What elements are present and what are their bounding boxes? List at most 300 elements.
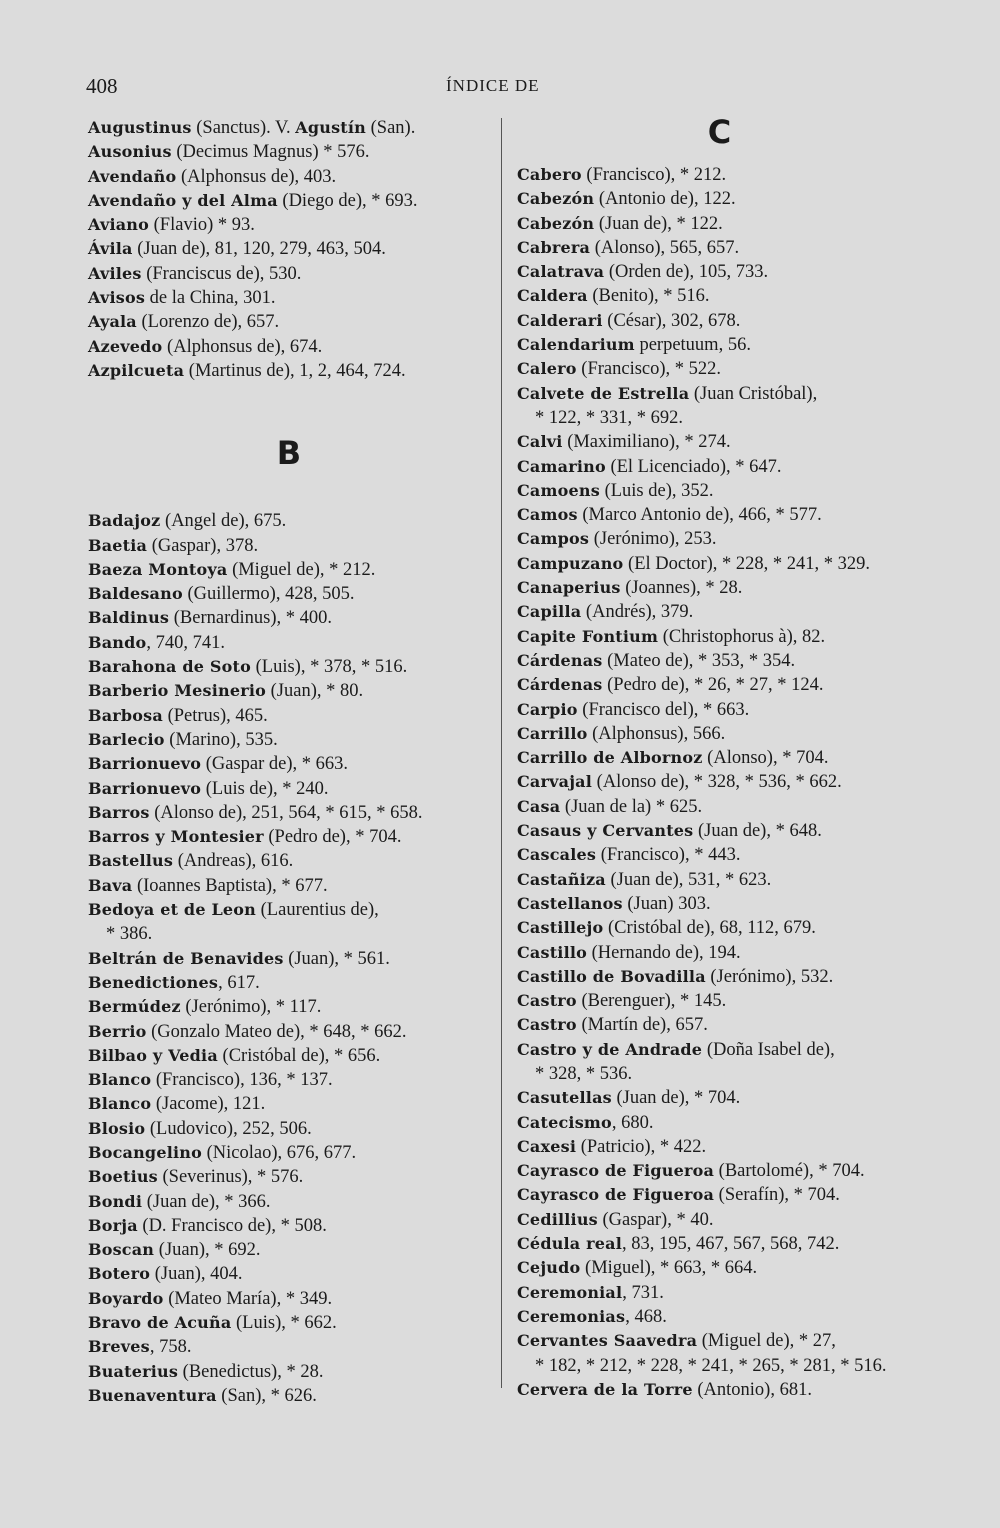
entry-detail: (Miguel), * 663, * 664. [580,1258,758,1279]
entry-headword: Bastellus [88,851,174,871]
entry-headword: Baldinus [88,608,170,628]
entry-headword: Borja [88,1215,138,1235]
entry-detail: (Marino), 535. [164,729,278,750]
index-entry [517,1111,922,1135]
index-entry [88,1117,490,1141]
index-entry [517,1135,922,1159]
entry-headword: Berrio [88,1021,147,1041]
index-entry [517,722,922,746]
index-entry [88,335,490,359]
entry-headword: Castillejo [517,918,604,938]
index-entry [88,1384,490,1408]
entry-detail: (Patricio), * 422. [576,1136,707,1157]
index-entry [88,1165,490,1189]
entry-headword: Cárdenas [517,650,603,670]
index-entry [88,971,490,995]
entry-detail: (San), * 626. [216,1385,317,1406]
index-entry [88,286,490,310]
entry-detail: (Hernando de), 194. [587,942,741,963]
entry-headword: Blosio [88,1118,146,1138]
entry-headword: Carrillo [517,723,588,743]
entry-detail: (Berenguer), * 145. [576,991,727,1012]
running-title: ÍNDICE DE [446,76,540,95]
index-entry [88,1068,490,1092]
entry-headword: Calatrava [517,262,605,282]
index-entry [517,309,922,333]
index-entry [517,1159,922,1183]
index-entry [517,163,922,187]
index-entry [517,284,922,308]
index-entry [517,333,922,357]
entry-headword: Camos [517,505,578,525]
entry-detail: (Bernardinus), * 400. [169,608,332,629]
entry-detail: (Decimus Magnus) * 576. [171,142,370,163]
index-entry [517,868,922,892]
entry-detail: (Benedictus), * 28. [178,1361,324,1382]
entry-headword: Caldera [517,286,588,306]
index-entry [88,1044,490,1068]
entry-detail: (Alphonsus de), 674. [162,336,323,357]
entry-headword: Cabezón [517,213,595,233]
entry-headword: Bocangelino [88,1142,202,1162]
entry-headword: Cedillius [517,1209,598,1229]
entry-headword: Cabero [517,165,582,184]
entry-detail: (Laurentius de), [256,900,379,921]
entry-detail: (Sanctus). V. [191,118,296,138]
index-entry [88,558,490,582]
index-entry [88,947,490,971]
entry-detail: (Alonso de), 251, 564, * 615, * 658. [149,802,423,823]
entry-detail: (Francisco), 136, * 137. [151,1070,333,1091]
index-entry [517,357,922,381]
entry-headword: Cayrasco de Figueroa [517,1185,715,1205]
entry-detail: (Alonso de), * 328, * 536, * 662. [592,772,842,793]
entry-detail: (Ioannes Baptista), * 677. [132,875,328,896]
entry-headword: Buaterius [88,1361,179,1381]
entry-headword: Cayrasco de Figueroa [517,1161,715,1181]
entry-continuation: * 328, * 536. [535,1063,633,1084]
entry-detail: (Mateo de), * 353, * 354. [602,650,796,671]
entry-headword: Campos [517,529,590,549]
right-column [517,113,922,1402]
entry-detail: (Juan), * 561. [283,948,390,969]
entry-headword: Casaus y Cervantes [517,821,694,841]
entry-detail: (Angel de), 675. [160,511,287,532]
entry-headword: Ceremonial [517,1282,623,1302]
index-entry [517,576,922,600]
index-entry [88,801,490,825]
entry-headword: Blanco [88,1070,152,1090]
index-entry [88,728,490,752]
entry-detail: (Andreas), 616. [173,851,294,872]
page-number: 408 [86,74,118,98]
entry-headword: Augustinus [88,118,192,137]
index-entry [88,116,490,140]
entry-headword: Castillo [517,942,588,962]
entry-headword: Cervera de la Torre [517,1379,693,1399]
entry-detail: (Martín de), 657. [576,1015,708,1036]
entry-headword: Badajoz [88,511,161,531]
entry-detail: (Pedro de), * 26, * 27, * 124. [602,675,824,696]
entry-detail: (Jerónimo), * 117. [180,997,322,1018]
index-entry [88,1214,490,1238]
index-entry [88,752,490,776]
entry-detail: (Benito), * 516. [587,286,710,307]
index-entry [517,552,922,576]
index-entry [517,698,922,722]
entry-headword: Cabrera [517,237,591,257]
index-entry [517,1086,922,1110]
index-entry [88,237,490,261]
index-entry [88,655,490,679]
entry-headword: Barrionuevo [88,754,202,774]
index-entry [88,777,490,801]
entry-headword: Bava [88,875,133,895]
entry-headword: Boscan [88,1240,155,1260]
entry-detail: (Juan de), 531, * 623. [605,869,772,890]
index-entry [88,582,490,606]
entry-detail: , 83, 195, 467, 567, 568, 742. [622,1234,840,1255]
entry-detail: (Serafín), * 704. [714,1185,840,1206]
entry-detail: (Luis de), 352. [599,480,714,501]
entry-headword: Avendaño y del Alma [88,190,278,210]
entry-detail: (Francisco), * 212. [581,165,727,185]
entry-headword: Barros y Montesier [88,827,264,847]
entry-headword: Bravo de Acuña [88,1313,232,1333]
index-entry [88,359,490,383]
entry-detail: de la China, 301. [145,288,276,309]
index-entry [88,534,490,558]
entry-headword: Ceremonias [517,1306,626,1326]
index-entry [517,600,922,624]
index-entry [517,649,922,673]
entry-detail: (Andrés), 379. [581,602,694,623]
entry-headword: Boyardo [88,1288,164,1308]
entry-detail: , 731. [622,1282,664,1303]
entry-headword: Castro [517,991,577,1011]
index-entry [88,898,490,947]
entry-detail: (Jerónimo), 532. [705,966,834,987]
entry-headword: Cédula real [517,1234,623,1254]
entry-headword: Caxesi [517,1136,577,1156]
entry-headword: Catecismo [517,1112,612,1132]
entry-headword: Calvete de Estrella [517,383,690,403]
entry-detail: (Maximiliano), * 274. [562,432,731,453]
entry-detail: (Juan de), 81, 120, 279, 463, 504. [132,239,386,260]
index-entry [517,965,922,989]
entry-headword: Ávila [88,239,133,259]
entry-detail: (Luis de), * 240. [201,778,329,799]
entry-detail: (Bartolomé), * 704. [714,1161,865,1182]
index-entry [88,310,490,334]
entry-headword-secondary: Agustín [295,118,367,137]
entry-detail: (Juan Cristóbal), [689,383,818,404]
section-letter-b: B [276,434,302,473]
entry-detail: (Luis), * 378, * 516. [251,657,408,678]
entry-headword: Castellanos [517,893,623,913]
index-entry [517,1256,922,1280]
entry-detail: (Severinus), * 576. [157,1167,304,1188]
section-letter-c: C [707,113,732,151]
index-entry [517,479,922,503]
index-entry [517,770,922,794]
entry-headword: Casa [517,796,561,816]
entry-headword: Avendaño [88,166,177,186]
entry-detail: (Luis), * 662. [231,1313,337,1334]
entry-headword: Carpio [517,699,578,719]
entry-headword: Cárdenas [517,675,603,695]
index-entry [517,795,922,819]
index-entry [517,1378,922,1402]
index-entry [517,989,922,1013]
entries-c [517,163,922,1402]
entry-headword: Capilla [517,602,582,622]
entry-headword: Castillo de Bovadilla [517,966,706,986]
entry-detail: (Alphonsus), 566. [587,723,726,744]
entry-detail: (Juan) 303. [622,893,711,914]
entry-detail: (Francisco), * 522. [576,359,722,380]
index-entry [88,213,490,237]
entry-detail: (Miguel de), * 212. [227,559,376,580]
entry-headword: Bando [88,632,147,652]
entry-headword: Bedoya et de Leon [88,900,257,920]
entry-headword: Castro y de Andrade [517,1039,703,1059]
entry-detail: (D. Francisco de), * 508. [137,1215,327,1236]
entry-detail: (Juan de), * 122. [594,213,723,234]
index-entry [517,916,922,940]
entry-detail: (Juan), * 80. [266,681,364,702]
entry-detail: (Francisco del), * 663. [577,699,750,720]
index-entry [517,1038,922,1087]
entry-detail: (Lorenzo de), 657. [136,312,280,333]
entry-detail: (Mateo María), * 349. [163,1288,333,1309]
index-entry [517,1208,922,1232]
entry-continuation: * 386. [106,924,153,945]
index-entry [88,189,490,213]
entry-headword: Aviles [88,263,142,283]
index-entry [517,819,922,843]
entry-detail: (Juan de), * 704. [611,1088,741,1109]
entry-headword: Bilbao y Vedia [88,1045,218,1065]
entry-detail-secondary: (San). [366,118,416,138]
index-entry [88,1020,490,1044]
entry-headword: Benedictiones [88,972,219,992]
entry-headword: Castañiza [517,869,606,889]
entry-headword: Canaperius [517,578,621,598]
entry-headword: Azpilcueta [88,360,185,380]
entry-headword: Barlecio [88,729,165,749]
entry-headword: Buenaventura [88,1385,217,1405]
entry-headword: Calendarium [517,335,635,355]
entry-headword: Bondi [88,1191,143,1211]
entry-headword: Boetius [88,1167,158,1187]
index-entry [517,843,922,867]
entry-headword: Blanco [88,1094,152,1114]
index-entry [517,1281,922,1305]
index-entry [88,165,490,189]
index-entry [88,1360,490,1384]
entry-headword: Baldesano [88,584,183,604]
index-entry [88,1190,490,1214]
entry-detail: (Joannes), * 28. [620,578,743,599]
entry-detail: , 680. [611,1112,654,1133]
entry-detail: (Alphonsus de), 403. [176,166,337,187]
index-entry [88,1335,490,1359]
index-entry [517,1232,922,1256]
entry-detail: perpetuum, 56. [634,335,751,356]
entry-detail: (Diego de), * 693. [277,190,418,211]
entry-detail: (Juan de), * 648. [693,821,822,842]
entry-detail: (Jerónimo), 253. [589,529,717,550]
entry-detail: , 468. [625,1306,667,1327]
entry-detail: (El Licenciado), * 647. [605,456,782,477]
index-entry [517,527,922,551]
entry-detail: (Alonso), * 704. [702,748,829,769]
entry-detail: , 617. [218,972,260,993]
index-entry [517,941,922,965]
index-entry [517,1305,922,1329]
entry-detail: (Juan), 404. [150,1264,243,1285]
index-entry [517,625,922,649]
column-divider [501,118,502,1388]
entry-detail: (Cristóbal de), 68, 112, 679. [603,918,816,939]
entry-detail: (Flavio) * 93. [149,215,255,236]
entry-detail: (Francisco), * 443. [596,845,741,866]
entry-headword: Calderari [517,310,603,330]
index-entry [517,260,922,284]
entry-detail: (Doña Isabel de), [702,1039,835,1060]
entry-headword: Carvajal [517,772,593,792]
index-entry [517,1013,922,1037]
entry-detail: (Antonio de), 122. [594,189,736,210]
index-entry [517,673,922,697]
index-entry [88,631,490,655]
entry-detail: (Gaspar de), * 663. [201,754,349,775]
index-entry [88,679,490,703]
entry-detail: (Antonio), 681. [692,1379,812,1400]
index-entry [88,995,490,1019]
entry-detail: (Jacome), 121. [151,1094,266,1115]
index-entry [517,187,922,211]
index-entry [88,606,490,630]
entry-detail: (Juan), * 692. [154,1240,261,1261]
index-entry [517,503,922,527]
entry-detail: (Gaspar), * 40. [597,1209,714,1230]
entry-detail: (Alonso), 565, 657. [590,237,740,258]
entries-b [88,509,490,1408]
index-entry [517,382,922,431]
entry-headword: Botero [88,1264,151,1284]
entry-detail: (Christophorus à), 82. [658,626,826,647]
entry-headword: Bermúdez [88,997,181,1017]
entry-detail: (Marco Antonio de), 466, * 577. [577,505,822,526]
entry-detail: , 758. [149,1337,192,1358]
index-entry [517,746,922,770]
entry-headword: Camoens [517,480,600,500]
index-entry [88,140,490,164]
entry-headword: Barrionuevo [88,778,202,798]
entry-headword: Baetia [88,535,148,555]
entry-detail: (Cristóbal de), * 656. [217,1045,381,1066]
index-entry [517,455,922,479]
entry-headword: Campuzano [517,553,624,573]
entry-continuation: * 122, * 331, * 692. [535,407,683,428]
index-entry [517,892,922,916]
entry-headword: Ayala [88,312,137,332]
index-entry [88,1238,490,1262]
index-entry [517,1183,922,1207]
entry-detail: (Juan de), * 366. [142,1191,271,1212]
entry-headword: Casutellas [517,1088,612,1108]
entry-detail: (Juan de la) * 625. [560,796,703,817]
index-entry [88,1092,490,1116]
index-entry [88,849,490,873]
index-entry [88,1311,490,1335]
index-entry [88,1141,490,1165]
entry-headword: Calvi [517,432,563,452]
entry-headword: Camarino [517,456,606,476]
entry-detail: (César), 302, 678. [602,310,741,331]
entry-detail: , 740, 741. [146,632,226,653]
index-entry [88,825,490,849]
index-entry [517,212,922,236]
entry-continuation: * 182, * 212, * 228, * 241, * 265, * 281, * 516. [535,1355,887,1376]
entry-headword: Capite Fontium [517,626,659,646]
entry-headword: Barbosa [88,705,163,725]
entry-headword: Beltrán de Benavides [88,948,284,968]
entry-detail: (Pedro de), * 704. [263,827,402,848]
entry-detail: (Ludovico), 252, 506. [145,1118,312,1139]
entry-headword: Calero [517,359,577,379]
entry-headword: Aviano [88,215,150,235]
entry-detail: (Gaspar), 378. [147,535,259,556]
entry-headword: Cabezón [517,189,595,209]
entry-headword: Castro [517,1015,577,1035]
index-entry [517,1329,922,1378]
entries-a [88,116,490,383]
entry-headword: Breves [88,1337,150,1357]
index-entry [517,236,922,260]
entry-detail: (Franciscus de), 530. [141,263,302,284]
entry-detail: (El Doctor), * 228, * 241, * 329. [623,553,871,574]
entry-detail: (Nicolao), 676, 677. [201,1142,357,1163]
entry-detail: (Gonzalo Mateo de), * 648, * 662. [146,1021,407,1042]
entry-detail: (Guillermo), 428, 505. [182,584,355,605]
entry-headword: Cascales [517,845,597,865]
entry-headword: Barberio Mesinerio [88,681,267,701]
entry-headword: Barahona de Soto [88,657,251,677]
index-entry [88,1262,490,1286]
index-entry [88,262,490,286]
index-entry [88,704,490,728]
index-entry [88,874,490,898]
entry-detail: (Martinus de), 1, 2, 464, 724. [184,360,406,381]
entry-headword: Cejudo [517,1258,581,1278]
entry-headword: Avisos [88,288,146,308]
entry-headword: Carrillo de Albornoz [517,748,703,768]
entry-headword: Cervantes Saavedra [517,1331,698,1351]
index-entry [88,1287,490,1311]
left-column [88,116,490,1408]
index-entry [88,509,490,533]
entry-detail: (Orden de), 105, 733. [604,262,769,283]
entry-detail: (Petrus), 465. [162,705,268,726]
entry-detail: (Miguel de), * 27, [697,1331,836,1352]
entry-headword: Ausonius [88,142,172,162]
entry-headword: Azevedo [88,336,163,356]
entry-headword: Barros [88,802,150,822]
entry-headword: Baeza Montoya [88,559,228,579]
